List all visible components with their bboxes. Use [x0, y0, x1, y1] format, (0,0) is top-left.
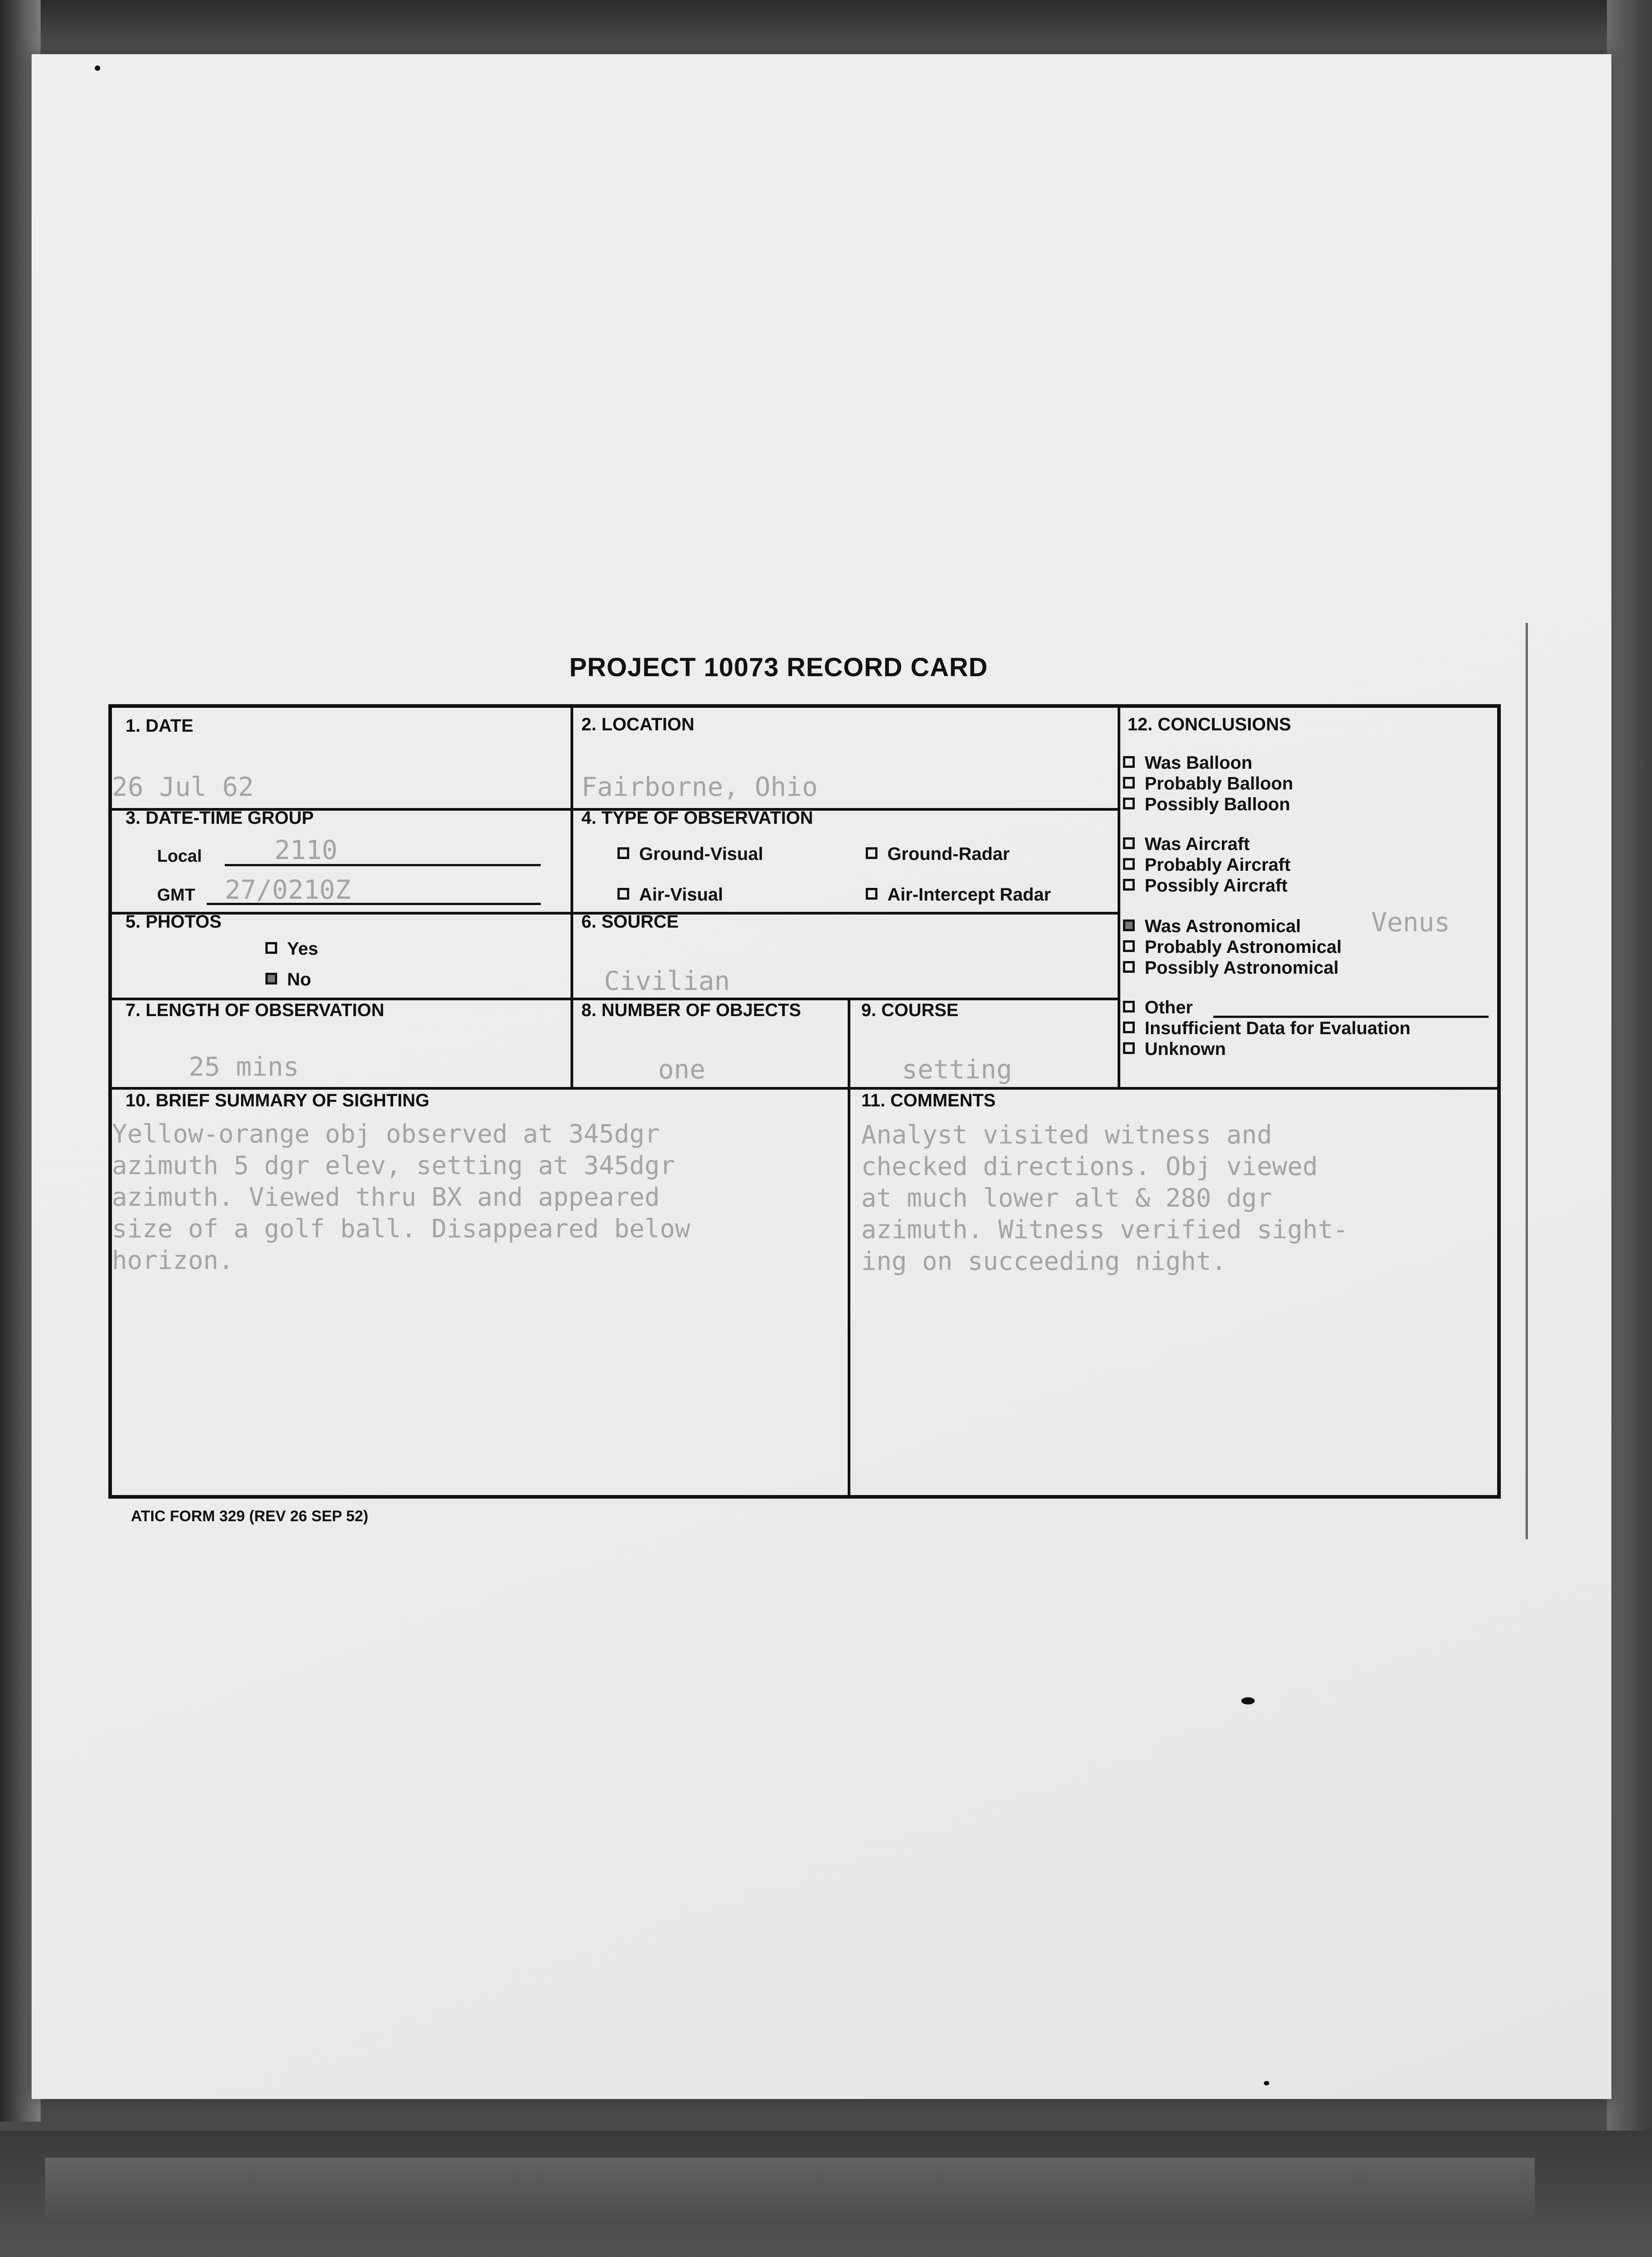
card-title: PROJECT 10073 RECORD CARD: [569, 653, 988, 682]
was-aircraft-checkbox[interactable]: [1123, 837, 1135, 849]
objects-label: 8. NUMBER OF OBJECTS: [581, 1000, 801, 1020]
course-value: setting: [902, 1054, 1012, 1085]
comments-line: at much lower alt & 280 dgr: [861, 1184, 1272, 1213]
source-value: Civilian: [604, 966, 730, 996]
comments-line: Analyst visited witness and: [861, 1120, 1272, 1150]
conclusion-insufficient-data[interactable]: Insufficient Data for Evaluation: [1123, 1018, 1411, 1039]
conclusion-other[interactable]: Other: [1123, 998, 1193, 1018]
conclusion-was-balloon[interactable]: Was Balloon: [1123, 753, 1253, 773]
possibly-aircraft-checkbox[interactable]: [1123, 879, 1135, 891]
gmt-label: GMT: [157, 886, 195, 905]
conclusion-unknown[interactable]: Unknown: [1123, 1039, 1226, 1059]
date-label: 1. DATE: [125, 716, 194, 736]
local-time-label: Local: [157, 847, 202, 866]
conclusion-possibly-balloon[interactable]: Possibly Balloon: [1123, 794, 1290, 815]
paper-speck: [1241, 1697, 1255, 1704]
summary-line: azimuth 5 dgr elev, setting at 345dgr: [112, 1151, 675, 1180]
objects-value: one: [658, 1054, 705, 1085]
air-intercept-radar-checkbox[interactable]: [866, 888, 877, 900]
card-right-margin-line: [1526, 623, 1528, 1539]
photos-no-checkbox[interactable]: [265, 973, 277, 985]
local-time-line: [225, 864, 541, 866]
summary-line: horizon.: [112, 1246, 234, 1275]
other-checkbox[interactable]: [1123, 1001, 1135, 1012]
ground-visual-checkbox[interactable]: [617, 847, 629, 859]
source-label: 6. SOURCE: [581, 912, 679, 932]
insufficient-data-checkbox[interactable]: [1123, 1022, 1135, 1033]
comments-label: 11. COMMENTS: [861, 1091, 996, 1110]
gmt-value: 27/0210Z: [225, 874, 351, 905]
air-intercept-radar-option[interactable]: Air-Intercept Radar: [866, 885, 1051, 905]
length-label: 7. LENGTH OF OBSERVATION: [125, 1000, 385, 1020]
conclusion-probably-balloon[interactable]: Probably Balloon: [1123, 774, 1293, 794]
comments-line: checked directions. Obj viewed: [861, 1152, 1318, 1181]
comments-line: azimuth. Witness verified sight-: [861, 1215, 1348, 1245]
location-label: 2. LOCATION: [581, 715, 695, 734]
local-time-value: 2110: [274, 835, 338, 865]
scan-bottom-streak: [45, 2158, 1535, 2221]
length-value: 25 mins: [189, 1051, 299, 1082]
record-card: [108, 704, 1501, 1499]
comments-line: ing on succeeding night.: [861, 1247, 1227, 1276]
air-visual-checkbox[interactable]: [617, 888, 629, 900]
summary-line: Yellow-orange obj observed at 345dgr: [112, 1119, 660, 1149]
conclusion-possibly-astronomical[interactable]: Possibly Astronomical: [1123, 958, 1339, 978]
column-divider: [571, 708, 573, 1087]
scan-right-edge: [1607, 0, 1652, 2257]
astronomical-note: Venus: [1371, 907, 1450, 938]
column-divider: [848, 1087, 850, 1498]
air-visual-option[interactable]: Air-Visual: [617, 885, 723, 905]
course-label: 9. COURSE: [861, 1000, 959, 1020]
probably-balloon-checkbox[interactable]: [1123, 777, 1135, 789]
photos-label: 5. PHOTOS: [125, 912, 222, 932]
conclusion-was-aircraft[interactable]: Was Aircraft: [1123, 834, 1250, 855]
location-value: Fairborne, Ohio: [581, 771, 818, 802]
photos-yes-option[interactable]: Yes: [265, 939, 318, 959]
possibly-astronomical-checkbox[interactable]: [1123, 961, 1135, 973]
paper-speck: [95, 65, 100, 71]
date-value: 26 Jul 62: [112, 771, 254, 802]
was-astronomical-checkbox[interactable]: [1123, 920, 1135, 931]
row-divider: [112, 1087, 1499, 1090]
possibly-balloon-checkbox[interactable]: [1123, 798, 1135, 809]
conclusion-probably-aircraft[interactable]: Probably Aircraft: [1123, 855, 1290, 875]
photos-no-option[interactable]: No: [265, 970, 311, 990]
other-fill-line: [1213, 1016, 1489, 1018]
summary-label: 10. BRIEF SUMMARY OF SIGHTING: [125, 1091, 430, 1110]
column-divider: [848, 998, 850, 1087]
photos-yes-checkbox[interactable]: [265, 942, 277, 954]
datetime-label: 3. DATE-TIME GROUP: [125, 808, 314, 828]
conclusion-was-astronomical[interactable]: Was Astronomical: [1123, 916, 1301, 937]
conclusion-probably-astronomical[interactable]: Probably Astronomical: [1123, 937, 1341, 957]
probably-aircraft-checkbox[interactable]: [1123, 858, 1135, 870]
probably-astronomical-checkbox[interactable]: [1123, 940, 1135, 952]
conclusion-possibly-aircraft[interactable]: Possibly Aircraft: [1123, 876, 1287, 896]
unknown-checkbox[interactable]: [1123, 1042, 1135, 1054]
summary-line: size of a golf ball. Disappeared below: [112, 1214, 691, 1244]
ground-radar-option[interactable]: Ground-Radar: [866, 844, 1010, 864]
summary-line: azimuth. Viewed thru BX and appeared: [112, 1183, 660, 1212]
was-balloon-checkbox[interactable]: [1123, 756, 1135, 768]
column-divider: [1118, 708, 1120, 1087]
ground-radar-checkbox[interactable]: [866, 847, 877, 859]
paper-speck: [1264, 2081, 1269, 2085]
conclusions-label: 12. CONCLUSIONS: [1128, 715, 1291, 734]
ground-visual-option[interactable]: Ground-Visual: [617, 844, 763, 864]
observation-type-label: 4. TYPE OF OBSERVATION: [581, 808, 813, 828]
form-identifier: ATIC FORM 329 (REV 26 SEP 52): [131, 1508, 368, 1525]
